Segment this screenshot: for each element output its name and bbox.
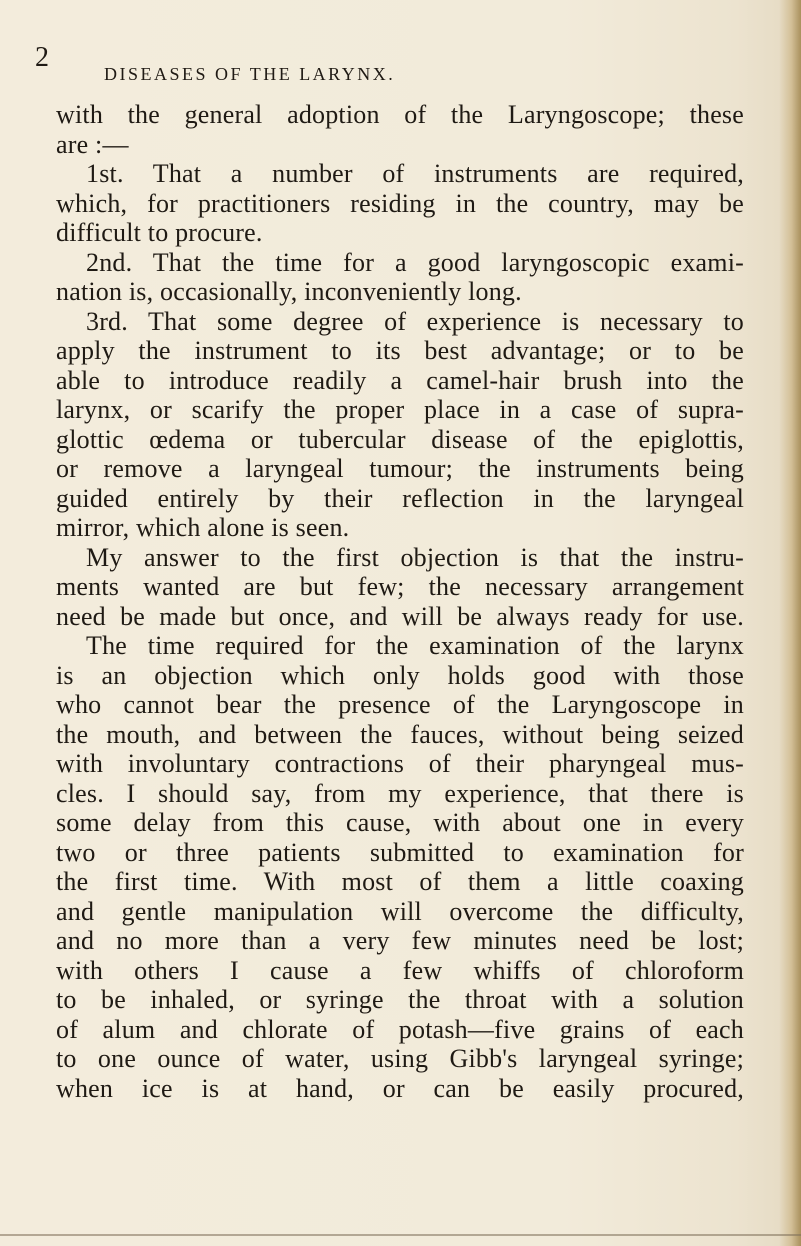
text-line: with the general adoption of the Laryngoscope; these [56, 100, 744, 129]
text-line: two or three patients submitted to examination for [56, 837, 744, 867]
text-line: 1st. That a number of instruments are required, [86, 159, 744, 188]
page-number: 2 [35, 42, 49, 73]
text-line: guided entirely by their reflection in the laryngeal [56, 483, 744, 513]
text-line: with others I cause a few whiffs of chloroform [56, 955, 744, 985]
text-line: when ice is at hand, or can be easily procured, [56, 1073, 744, 1103]
text-line: 3rd. That some degree of experience is necessary to [86, 306, 744, 336]
text-line: need be made but once, and will be always ready for use. [56, 601, 744, 631]
text-line: or remove a laryngeal tumour; the instruments being [56, 454, 744, 483]
page-edge-shadow [779, 0, 801, 1246]
text-line: and gentle manipulation will overcome the difficulty, [56, 896, 744, 926]
text-line: some delay from this cause, with about one in every [56, 808, 744, 837]
text-line: the first time. With most of them a little coaxing [56, 867, 744, 896]
text-line: larynx, or scarify the proper place in a case of supra- [56, 395, 744, 424]
text-line: which, for practitioners residing in the country, may be [56, 188, 744, 218]
text-line: nation is, occasionally, inconveniently long. [56, 277, 522, 306]
text-line: cles. I should say, from my experience, that there is [56, 778, 744, 808]
running-head: DISEASES OF THE LARYNX. [104, 64, 396, 84]
text-line: with involuntary contractions of their pharyngeal mus- [56, 749, 744, 778]
text-line: and no more than a very few minutes need be lost; [56, 926, 744, 955]
text-line: to be inhaled, or syringe the throat with a solution [56, 985, 744, 1014]
bottom-rule [0, 1234, 801, 1236]
text-line: apply the instrument to its best advantage; or to be [56, 336, 744, 365]
text-line: The time required for the examination of the larynx [86, 631, 744, 660]
text-line: difficult to procure. [56, 218, 263, 247]
text-line: ments wanted are but few; the necessary arrangement [56, 572, 744, 601]
text-line: mirror, which alone is seen. [56, 513, 350, 542]
text-line: My answer to the first objection is that the instru- [86, 542, 744, 572]
text-line: are :— [56, 129, 129, 159]
text-line: the mouth, and between the fauces, without being seized [56, 719, 744, 749]
text-line: glottic œdema or tubercular disease of the epiglottis, [56, 424, 744, 454]
text-line: able to introduce readily a camel-hair brush into the [56, 365, 744, 395]
text-line: 2nd. That the time for a good laryngoscopic exami- [86, 247, 744, 277]
body-text [56, 100, 744, 1103]
text-line: to one ounce of water, using Gibb's laryngeal syringe; [56, 1044, 744, 1073]
text-line: of alum and chlorate of potash—five grains of each [56, 1014, 744, 1044]
text-line: is an objection which only holds good with those [56, 660, 744, 690]
text-line: who cannot bear the presence of the Laryngoscope in [56, 690, 744, 719]
